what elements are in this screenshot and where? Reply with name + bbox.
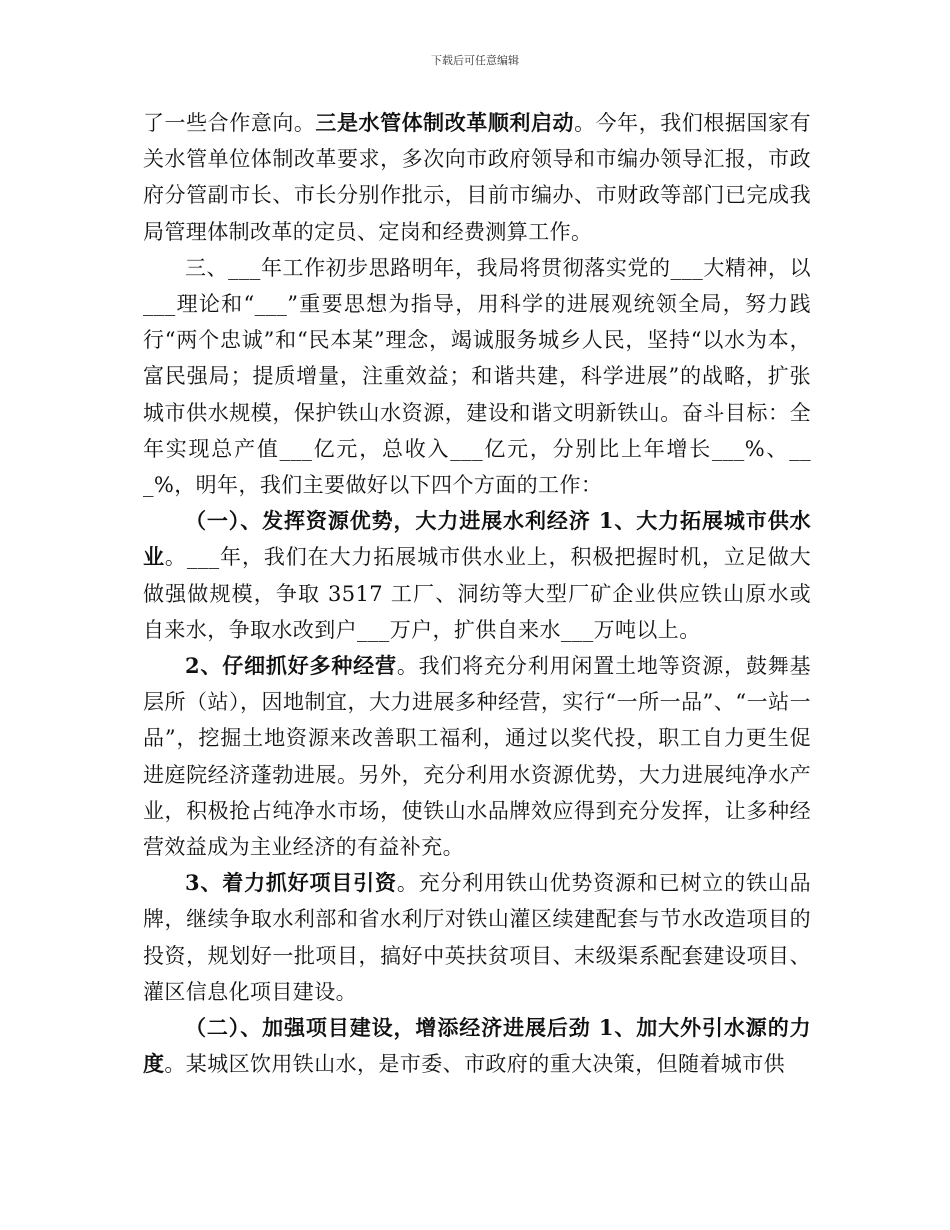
paragraph-6-text: 。某城区饮用铁山水，是市委、市政府的重大决策，但随着城市供 (164, 1052, 786, 1077)
page-header: 下载后可任意编辑 (431, 54, 519, 67)
paragraph-5-text: 。充分利用铁山优势资源和已树立的铁山品牌，继续争取水利部和省水利厅对铁山灌区续建配套与节水改造项目的投资，规划好一批项目，搞好中英扶贫项目、末级渠系配套建设项目、灌区信息化项目建设。 (143, 871, 811, 1004)
paragraph-6 (143, 1010, 811, 1082)
paragraph-4-text: 。我们将充分利用闲置土地等资源，鼓舞基层所（站），因地制宜，大力进展多种经营，实行“一所一品”、“一站一品”，挖掘土地资源来改善职工福利，通过以奖代投，职工自力更生促进庭院经济蓬勃进展。另外，充分利用水资源优势，大力进展纯净水产业，积极抢占纯净水市场，使铁山水品牌效应得到充分发挥，让多种经营效益成为主业经济的有益补充。 (143, 654, 811, 860)
paragraph-3-heading: （一）、发挥资源优势，大力进展水利经济 1、大力拓展城市供水业 (143, 508, 811, 570)
paragraph-5 (143, 865, 811, 1010)
paragraph-5-heading: 3、着力抓好项目引资 (185, 870, 397, 896)
paragraph-1-text-2: 。今年，我们根据国家有关水管单位体制改革要求，多次向市政府领导和市编办领导汇报，市政府分管副市长、市长分别作批示，目前市编办、市财政等部门已完成我局管理体制改革的定员、定岗和经费测算工作。 (143, 111, 811, 244)
paragraph-6-heading: （二）、加强项目建设，增添经济进展后劲 1、加大外引水源的力度 (143, 1015, 811, 1077)
paragraph-1 (143, 105, 811, 250)
paragraph-2-text: 三、___年工作初步思路明年，我局将贯彻落实党的___大精神，以___理论和“___”重要思想为指导，用科学的进展观统领全局，努力践行“两个忠诚”和“民本某”理念，竭诚服务城乡人民，坚持“以水为本，富民强局；提质增量，注重效益；和谐共建，科学进展”的战略，扩张城市供水规模，保护铁山水资源，建设和谐文明新铁山。奋斗目标：全年实现总产值___亿元，总收入___亿元，分别比上年增长___%、___%，明年，我们主要做好以下四个方面的工作： (143, 255, 811, 498)
paragraph-3 (143, 503, 811, 648)
paragraph-1-text: 了一些合作意向。 (143, 111, 316, 135)
document-body (143, 105, 811, 1082)
paragraph-4-heading: 2、仔细抓好多种经营 (185, 653, 397, 679)
paragraph-1-bold: 三是水管体制改革顺利启动 (315, 110, 575, 135)
paragraph-2 (143, 250, 811, 503)
paragraph-3-text: 。___年，我们在大力拓展城市供水业上，积极把握时机，立足做大做强做规模，争取 3517 工厂、洞纺等大型厂矿企业供应铁山原水或自来水，争取水改到户___万户，扩供自来水___万吨以上。 (143, 545, 812, 642)
paragraph-4 (143, 648, 811, 865)
